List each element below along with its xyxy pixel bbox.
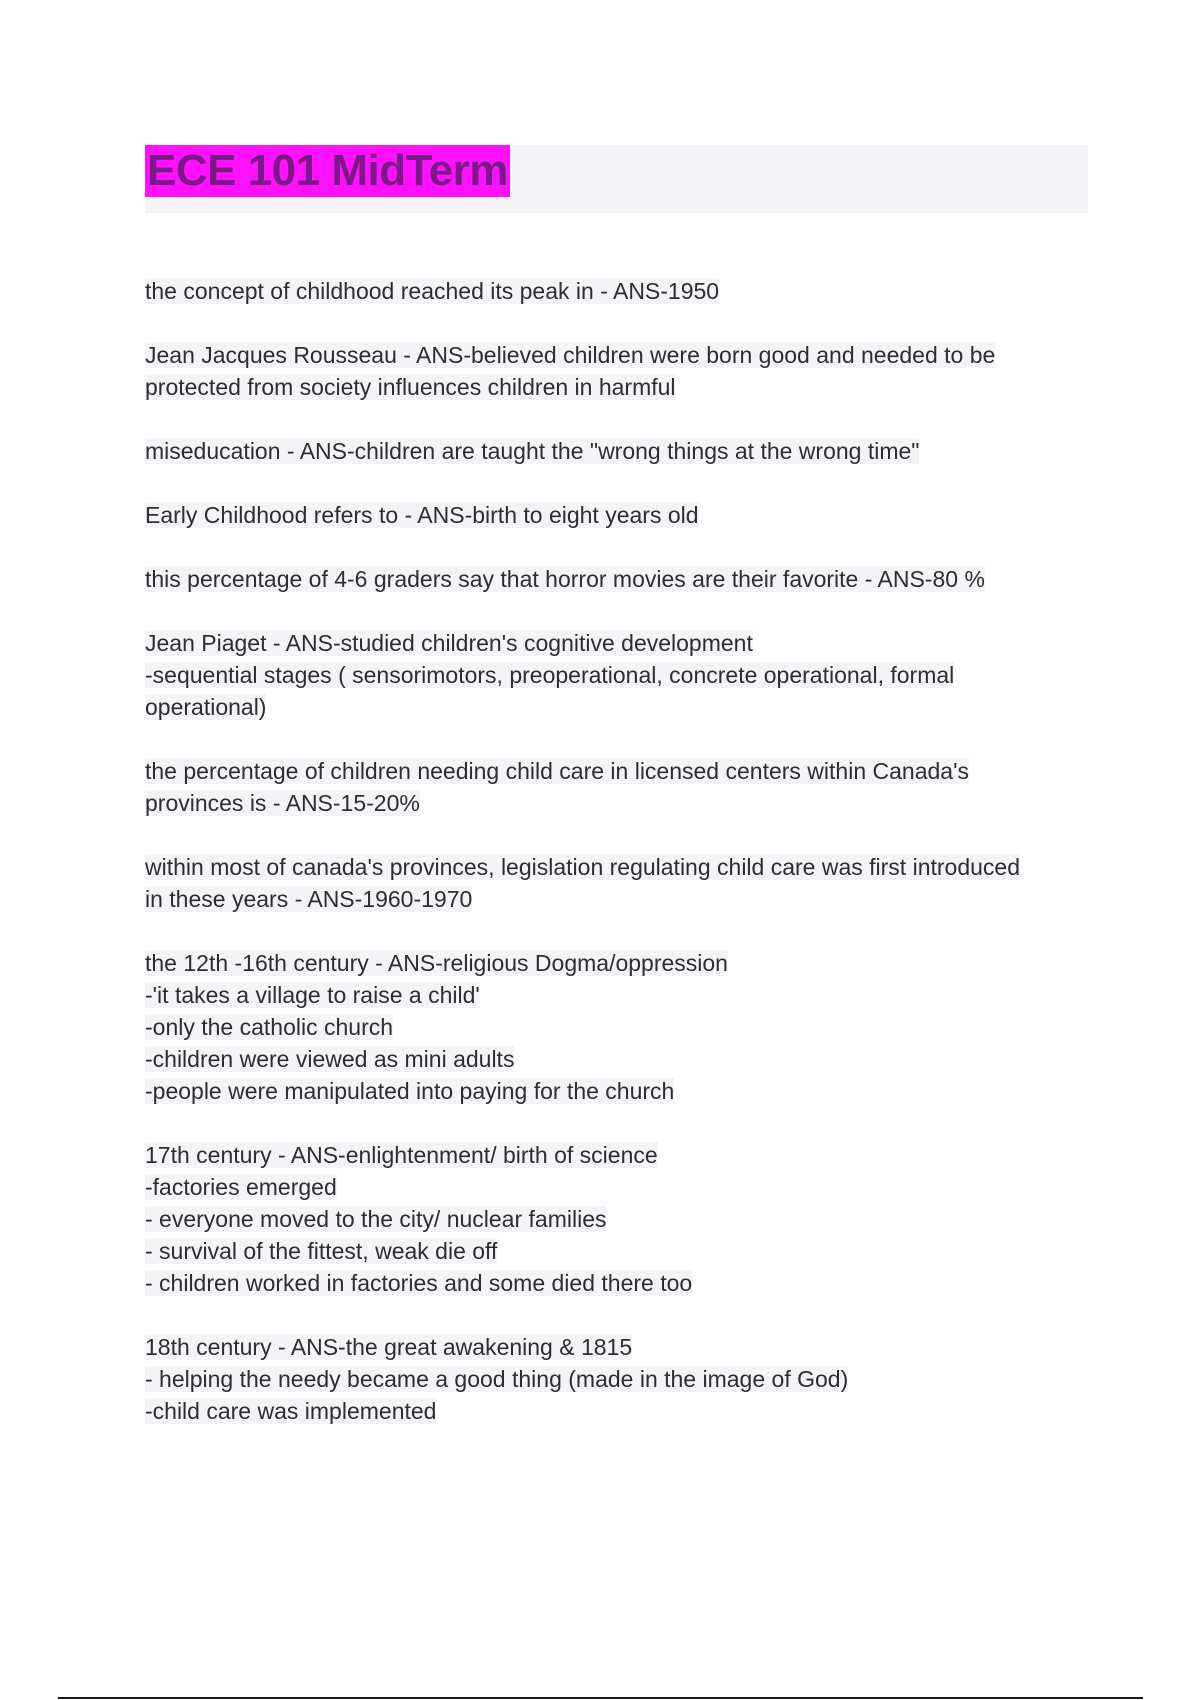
qa-detail-line [145,1267,1085,1299]
qa-detail-line [145,1043,1085,1075]
qa-line-text: the 12th -16th century - ANS-religious Dogma/oppression [145,950,728,976]
qa-question-line [145,947,1085,979]
page-title: ECE 101 MidTerm [147,146,508,195]
qa-line-text: 18th century - ANS-the great awakening & 1815 [145,1334,633,1360]
qa-item [145,851,1085,915]
qa-question-line [145,339,1085,371]
qa-item [145,947,1085,1107]
qa-detail-line [145,1363,1085,1395]
qa-item [145,627,1085,723]
qa-item [145,755,1085,819]
qa-line-text: in these years - ANS-1960-1970 [145,886,473,912]
qa-item [145,339,1085,403]
qa-question-line [145,851,1085,883]
qa-question-line [145,755,1085,787]
qa-line-text: within most of canada's provinces, legislation regulating child care was first introduced [145,854,1020,880]
footer-divider [58,1697,1143,1699]
qa-line-text: - survival of the fittest, weak die off [145,1238,498,1264]
qa-detail-line [145,1395,1085,1427]
qa-item [145,1331,1085,1427]
qa-line-text: Jean Jacques Rousseau - ANS-believed children were born good and needed to be [145,342,996,368]
qa-line-text: 17th century - ANS-enlightenment/ birth of science [145,1142,658,1168]
qa-detail-line [145,371,1085,403]
qa-line-text: protected from society influences children in harmful [145,374,676,400]
qa-line-text: this percentage of 4-6 graders say that horror movies are their favorite - ANS-80 % [145,566,985,592]
qa-item [145,563,1085,595]
qa-question-line [145,435,1085,467]
qa-line-text: -'it takes a village to raise a child' [145,982,480,1008]
qa-list [145,275,1085,1459]
qa-line-text: - everyone moved to the city/ nuclear families [145,1206,607,1232]
qa-item [145,435,1085,467]
qa-detail-line [145,691,1085,723]
qa-line-text: operational) [145,694,267,720]
qa-line-text: -child care was implemented [145,1398,437,1424]
page-header [145,145,1088,213]
qa-detail-line [145,979,1085,1011]
qa-detail-line [145,1235,1085,1267]
qa-line-text: Early Childhood refers to - ANS-birth to eight years old [145,502,699,528]
qa-item [145,1139,1085,1299]
qa-line-text: - children worked in factories and some died there too [145,1270,693,1296]
qa-line-text: -factories emerged [145,1174,337,1200]
qa-question-line [145,1139,1085,1171]
qa-line-text: provinces is - ANS-15-20% [145,790,420,816]
qa-question-line [145,499,1085,531]
qa-detail-line [145,787,1085,819]
qa-line-text: - helping the needy became a good thing (made in the image of God) [145,1366,849,1392]
qa-question-line [145,627,1085,659]
qa-line-text: the percentage of children needing child care in licensed centers within Canada's [145,758,969,784]
qa-line-text: the concept of childhood reached its peak in - ANS-1950 [145,278,720,304]
qa-line-text: miseducation - ANS-children are taught the "wrong things at the wrong time" [145,438,920,464]
qa-detail-line [145,1203,1085,1235]
qa-question-line [145,563,1085,595]
qa-item [145,275,1085,307]
qa-detail-line [145,1011,1085,1043]
qa-detail-line [145,1075,1085,1107]
qa-line-text: Jean Piaget - ANS-studied children's cognitive development [145,630,753,656]
qa-line-text: -people were manipulated into paying for the church [145,1078,675,1104]
qa-line-text: -only the catholic church [145,1014,394,1040]
qa-detail-line [145,659,1085,691]
qa-question-line [145,1331,1085,1363]
qa-detail-line [145,883,1085,915]
qa-line-text: -sequential stages ( sensorimotors, preoperational, concrete operational, formal [145,662,955,688]
qa-line-text: -children were viewed as mini adults [145,1046,515,1072]
qa-question-line [145,275,1085,307]
qa-item [145,499,1085,531]
qa-detail-line [145,1171,1085,1203]
